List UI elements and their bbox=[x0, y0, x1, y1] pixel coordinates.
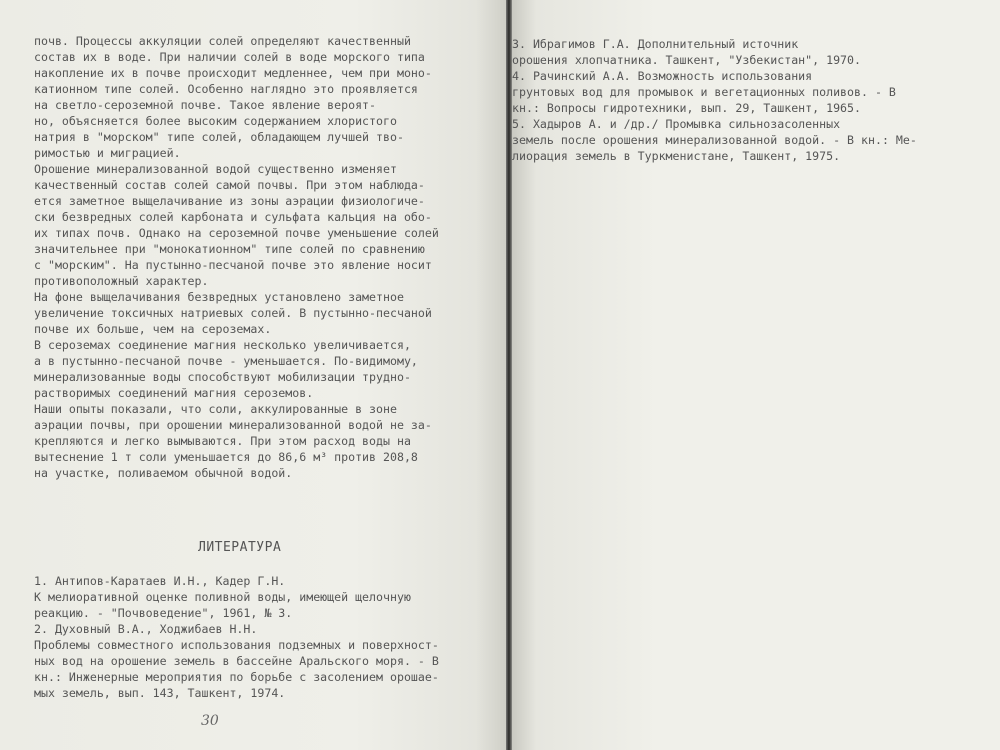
text-line: качественный состав солей самой почвы. При этом наблюда- bbox=[34, 178, 425, 192]
text-line: на участке, поливаемом обычной водой. bbox=[34, 466, 293, 480]
text-line: состав их в воде. При наличии солей в воде морского типа bbox=[34, 50, 425, 64]
text-line: минерализованные воды способствуют мобилизации трудно- bbox=[34, 370, 411, 384]
reference-line: мых земель, вып. 143, Ташкент, 1974. bbox=[34, 686, 286, 700]
text-line: накопление их в почве происходит медленнее, чем при моно- bbox=[34, 66, 432, 80]
reference-line: грунтовых вод для промывок и вегетационных поливов. - В bbox=[512, 85, 896, 99]
text-line: катионном типе солей. Особенно наглядно это проявляется bbox=[34, 82, 418, 96]
reference-line: лиорация земель в Туркменистане, Ташкент, 1975. bbox=[512, 149, 841, 163]
text-line: почв. Процессы аккуляции солей определяют качественный bbox=[34, 34, 411, 48]
page-number: 30 bbox=[201, 713, 219, 729]
left-page-body bbox=[34, 33, 504, 481]
reference-line: орошения хлопчатника. Ташкент, "Узбекистан", 1970. bbox=[512, 53, 862, 67]
text-line: вытеснение 1 т соли уменьшается до 86,6 м³ против 208,8 bbox=[34, 450, 418, 464]
references-heading: ЛИТЕРАТУРА bbox=[198, 540, 282, 555]
reference-line: Проблемы совместного использования подземных и поверхност- bbox=[34, 638, 439, 652]
reference-line: К мелиоративной оценке поливной воды, имеющей щелочную bbox=[34, 590, 411, 604]
reference-line: 2. Духовный В.А., Ходжибаев Н.Н. bbox=[34, 622, 258, 636]
reference-line: 1. Антипов-Каратаев И.Н., Кадер Г.Н. bbox=[34, 574, 286, 588]
text-line: но, объясняется более высоким содержанием хлористого bbox=[34, 114, 397, 128]
text-line: натрия в "морском" типе солей, обладающем лучшей тво- bbox=[34, 130, 404, 144]
text-line: их типах почв. Однако на сероземной почве уменьшение солей bbox=[34, 226, 439, 240]
right-page bbox=[512, 0, 1000, 750]
text-line: В сероземах соединение магния несколько увеличивается, bbox=[34, 338, 411, 352]
text-line: увеличение токсичных натриевых солей. В пустынно-песчаной bbox=[34, 306, 432, 320]
reference-line: 4. Рачинский А.А. Возможность использования bbox=[512, 69, 813, 83]
text-line: почве их больше, чем на сероземах. bbox=[34, 322, 272, 336]
text-line: с "морским". На пустынно-песчаной почве это явление носит bbox=[34, 258, 432, 272]
text-line: Наши опыты показали, что соли, аккулированные в зоне bbox=[34, 402, 397, 416]
text-line: крепляются и легко вымываются. При этом расход воды на bbox=[34, 434, 411, 448]
text-line: значительнее при "монокатионном" типе солей по сравнению bbox=[34, 242, 425, 256]
text-line: На фоне выщелачивания безвредных установлено заметное bbox=[34, 290, 404, 304]
text-line: растворимых соединений магния сероземов. bbox=[34, 386, 314, 400]
text-line: на светло-сероземной почве. Такое явление вероят- bbox=[34, 98, 377, 112]
text-line: римостью и миграцией. bbox=[34, 146, 181, 160]
reference-line: кн.: Вопросы гидротехники, вып. 29, Ташкент, 1965. bbox=[512, 101, 862, 115]
text-line: а в пустынно-песчаной почве - уменьшается. По-видимому, bbox=[34, 354, 418, 368]
text-line: противоположный характер. bbox=[34, 274, 209, 288]
reference-line: ных вод на орошение земель в бассейне Аральского моря. - В bbox=[34, 654, 439, 668]
reference-list bbox=[34, 573, 439, 701]
reference-list-continued bbox=[512, 36, 917, 164]
reference-line: реакцию. - "Почвоведение", 1961, № 3. bbox=[34, 606, 293, 620]
reference-line: 5. Хадыров А. и /др./ Промывка сильнозасоленных bbox=[512, 117, 841, 131]
text-line: ется заметное выщелачивание из зоны аэрации физиологиче- bbox=[34, 194, 425, 208]
reference-line: кн.: Инженерные мероприятия по борьбе с засолением орошае- bbox=[34, 670, 439, 684]
text-line: аэрации почвы, при орошении минерализованной водой не за- bbox=[34, 418, 432, 432]
reference-line: земель после орошения минерализованной водой. - В кн.: Ме- bbox=[512, 133, 917, 147]
text-line: ски безвредных солей карбоната и сульфата кальция на обо- bbox=[34, 210, 432, 224]
reference-line: 3. Ибрагимов Г.А. Дополнительный источник bbox=[512, 37, 799, 51]
text-line: Орошение минерализованной водой существенно изменяет bbox=[34, 162, 397, 176]
